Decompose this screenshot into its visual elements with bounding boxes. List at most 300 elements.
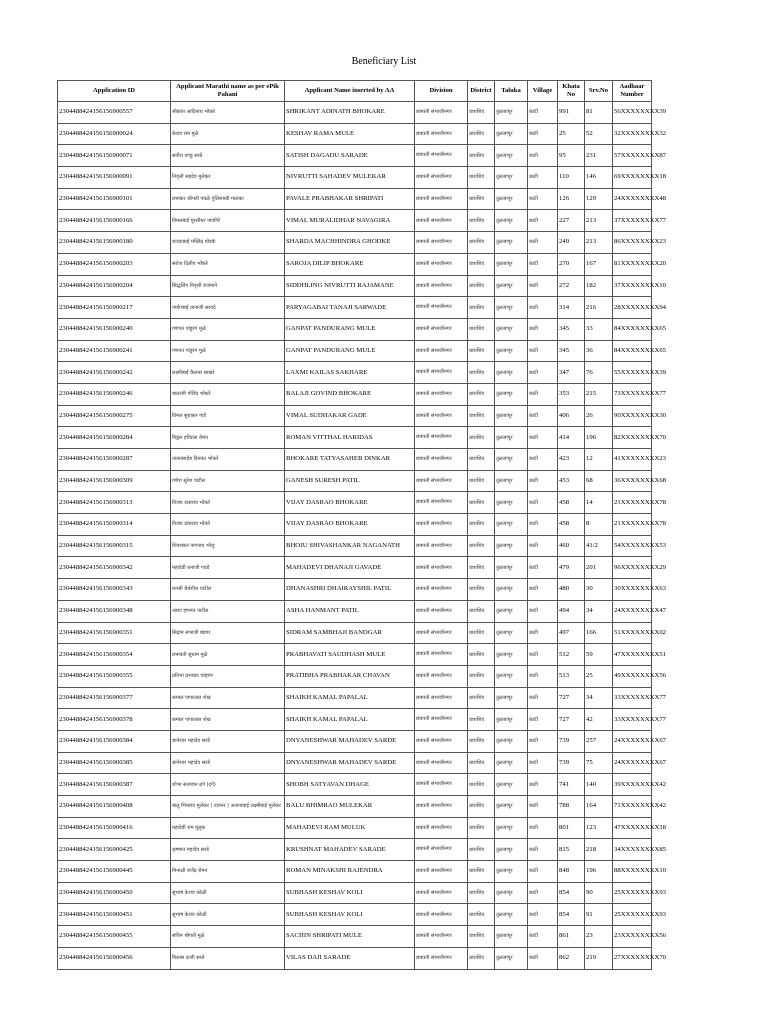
column-header-applicant-name: Applicant Name inserted by AA: [285, 81, 415, 102]
cell-aadhaar-number: 96XXXXXXXX29: [613, 557, 652, 579]
cell-division: छत्रपती संभाजीनगर: [415, 492, 468, 514]
cell-district: धाराशिव: [468, 427, 495, 449]
cell-srv-no: 26: [585, 405, 613, 427]
cell-taluka: तुळजापूर: [495, 709, 528, 731]
cell-district: धाराशिव: [468, 123, 495, 145]
cell-application-id: 2304488424156156900445: [58, 861, 171, 883]
cell-khata-no: 861: [558, 926, 585, 948]
cell-srv-no: 59: [585, 644, 613, 666]
table-row: [58, 687, 652, 709]
cell-applicant-name: LAXMI KAILAS SAKHARE: [285, 362, 415, 384]
cell-applicant-name: SAROJA DILIP BHOKARE: [285, 253, 415, 275]
cell-aadhaar-number: 25XXXXXXXX93: [613, 882, 652, 904]
table-row: [58, 188, 652, 210]
cell-taluka: तुळजापूर: [495, 275, 528, 297]
cell-srv-no: 215: [585, 383, 613, 405]
cell-village: काटी: [528, 318, 558, 340]
cell-applicant-name: GANPAT PANDURANG MULE: [285, 340, 415, 362]
cell-aadhaar-number: 32XXXXXXXX32: [613, 123, 652, 145]
cell-village: काटी: [528, 427, 558, 449]
cell-srv-no: 36: [585, 340, 613, 362]
cell-khata-no: 494: [558, 600, 585, 622]
cell-marathi-name: पर्यागबाई तानाजी सरवदे: [171, 297, 285, 319]
cell-marathi-name: विजय दासराव भोकरे: [171, 492, 285, 514]
table-row: [58, 817, 652, 839]
table-row: [58, 709, 652, 731]
cell-district: धाराशिव: [468, 318, 495, 340]
cell-aadhaar-number: 21XXXXXXXX78: [613, 492, 652, 514]
cell-district: धाराशिव: [468, 535, 495, 557]
cell-aadhaar-number: 47XXXXXXXX51: [613, 644, 652, 666]
cell-marathi-name: ज्ञानेश्वर महादेव सरडे: [171, 752, 285, 774]
cell-srv-no: 30: [585, 579, 613, 601]
column-header-srv-no: Srv.No: [585, 81, 613, 102]
cell-marathi-name: विठ्ठल हरिदास रोमन: [171, 427, 285, 449]
cell-application-id: 2304488424156156900377: [58, 687, 171, 709]
cell-applicant-name: PRATIBHA PRABHAKAR CHAVAN: [285, 665, 415, 687]
column-header-marathi-name: Applicant Marathi name as per ePik Pahani: [171, 81, 285, 102]
cell-division: छत्रपती संभाजीनगर: [415, 730, 468, 752]
cell-aadhaar-number: 37XXXXXXXX77: [613, 210, 652, 232]
cell-marathi-name: ज्ञानेश्वर महादेव सरडे: [171, 730, 285, 752]
cell-district: धाराशिव: [468, 145, 495, 167]
cell-district: धाराशिव: [468, 383, 495, 405]
cell-srv-no: 12: [585, 449, 613, 471]
cell-division: छत्रपती संभाजीनगर: [415, 427, 468, 449]
cell-village: काटी: [528, 600, 558, 622]
table-row: [58, 275, 652, 297]
cell-district: धाराशिव: [468, 796, 495, 818]
cell-division: छत्रपती संभाजीनगर: [415, 188, 468, 210]
cell-srv-no: 182: [585, 275, 613, 297]
cell-application-id: 2304488424156156900241: [58, 340, 171, 362]
cell-marathi-name: कृष्णात महादेव सरडे: [171, 839, 285, 861]
cell-marathi-name: प्रभाकर श्रीपती पवळे गुलिस्ताबी मालका: [171, 188, 285, 210]
cell-application-id: 2304488424156156900343: [58, 579, 171, 601]
document-title: Beneficiary List: [351, 56, 417, 67]
cell-applicant-name: NIVRUTTI SAHADEV MULEKAR: [285, 167, 415, 189]
cell-srv-no: 52: [585, 123, 613, 145]
cell-village: काटी: [528, 557, 558, 579]
cell-aadhaar-number: 36XXXXXXXX68: [613, 470, 652, 492]
cell-taluka: तुळजापूर: [495, 492, 528, 514]
cell-taluka: तुळजापूर: [495, 882, 528, 904]
table-row: [58, 752, 652, 774]
cell-srv-no: 34: [585, 600, 613, 622]
cell-srv-no: 213: [585, 210, 613, 232]
cell-aadhaar-number: 41XXXXXXXX23: [613, 449, 652, 471]
cell-taluka: तुळजापूर: [495, 557, 528, 579]
cell-application-id: 2304488424156156900451: [58, 904, 171, 926]
cell-khata-no: 126: [558, 188, 585, 210]
cell-marathi-name: बालु भिमराव मुलेकर ( दावनर ) अजनाबाई लक्ष्मीबाई मुलेकर: [171, 796, 285, 818]
column-header-application-id: Application ID: [58, 81, 171, 102]
cell-division: छत्रपती संभाजीनगर: [415, 123, 468, 145]
cell-village: काटी: [528, 882, 558, 904]
cell-marathi-name: गणपत पांडुरंग मुळे: [171, 340, 285, 362]
cell-division: छत्रपती संभाजीनगर: [415, 861, 468, 883]
cell-village: काटी: [528, 926, 558, 948]
cell-marathi-name: श्रीकांत आदिनाथ भोकरे: [171, 102, 285, 124]
cell-applicant-name: PAVALE PRABHAKAR SHRIPATI: [285, 188, 415, 210]
cell-village: काटी: [528, 188, 558, 210]
cell-srv-no: 146: [585, 167, 613, 189]
table-row: [58, 340, 652, 362]
cell-marathi-name: केशव राम मुळे: [171, 123, 285, 145]
cell-application-id: 2304488424156156900425: [58, 839, 171, 861]
cell-village: काटी: [528, 102, 558, 124]
cell-taluka: तुळजापूर: [495, 405, 528, 427]
cell-applicant-name: DHANASHRI DHAIRAYSHIL PATIL: [285, 579, 415, 601]
cell-district: धाराशिव: [468, 926, 495, 948]
cell-khata-no: 854: [558, 882, 585, 904]
cell-district: धाराशिव: [468, 774, 495, 796]
cell-taluka: तुळजापूर: [495, 167, 528, 189]
cell-application-id: 2304488424156156900355: [58, 665, 171, 687]
cell-division: छत्रपती संभाजीनगर: [415, 275, 468, 297]
cell-division: छत्रपती संभाजीनगर: [415, 579, 468, 601]
cell-taluka: तुळजापूर: [495, 579, 528, 601]
cell-village: काटी: [528, 340, 558, 362]
cell-aadhaar-number: 71XXXXXXXX42: [613, 796, 652, 818]
cell-srv-no: 33: [585, 318, 613, 340]
table-row: [58, 861, 652, 883]
cell-marathi-name: सुभाष केशव कोळी: [171, 904, 285, 926]
cell-marathi-name: शारदाबाई मच्छिंद्र घोडके: [171, 232, 285, 254]
table-row: [58, 926, 652, 948]
cell-srv-no: 219: [585, 947, 613, 969]
cell-village: काटी: [528, 232, 558, 254]
table-row: [58, 774, 652, 796]
cell-aadhaar-number: 55XXXXXXXX39: [613, 362, 652, 384]
cell-aadhaar-number: 84XXXXXXXX65: [613, 318, 652, 340]
cell-division: छत्रपती संभाजीनगर: [415, 210, 468, 232]
table-row: [58, 600, 652, 622]
cell-village: काटी: [528, 774, 558, 796]
cell-division: छत्रपती संभाजीनगर: [415, 362, 468, 384]
table-row: [58, 210, 652, 232]
table-row: [58, 470, 652, 492]
cell-marathi-name: सुभाष केशव कोळी: [171, 882, 285, 904]
cell-application-id: 2304488424156156900204: [58, 275, 171, 297]
cell-division: छत्रपती संभाजीनगर: [415, 383, 468, 405]
cell-village: काटी: [528, 167, 558, 189]
cell-district: धाराशिव: [468, 839, 495, 861]
cell-srv-no: 34: [585, 687, 613, 709]
cell-marathi-name: सिद्धलिंग निवृत्ती राजमाने: [171, 275, 285, 297]
cell-applicant-name: SUBHASH KESHAV KOLI: [285, 904, 415, 926]
cell-district: धाराशिव: [468, 102, 495, 124]
cell-applicant-name: BHOJU SHIVASHANKAR NAGANATH: [285, 535, 415, 557]
cell-khata-no: 345: [558, 340, 585, 362]
cell-marathi-name: महादेवी धनाजी गवडे: [171, 557, 285, 579]
cell-marathi-name: सचिन श्रीपती मुळे: [171, 926, 285, 948]
cell-taluka: तुळजापूर: [495, 383, 528, 405]
cell-village: काटी: [528, 514, 558, 536]
cell-village: काटी: [528, 796, 558, 818]
cell-taluka: तुळजापूर: [495, 470, 528, 492]
cell-aadhaar-number: 81XXXXXXXX20: [613, 253, 652, 275]
cell-taluka: तुळजापूर: [495, 796, 528, 818]
cell-khata-no: 110: [558, 167, 585, 189]
cell-district: धाराशिव: [468, 904, 495, 926]
cell-division: छत्रपती संभाजीनगर: [415, 600, 468, 622]
cell-khata-no: 801: [558, 817, 585, 839]
cell-application-id: 2304488424156156900348: [58, 600, 171, 622]
cell-applicant-name: ASHA HANMANT PATIL: [285, 600, 415, 622]
cell-village: काटी: [528, 947, 558, 969]
cell-division: छत्रपती संभाजीनगर: [415, 644, 468, 666]
cell-applicant-name: VIMAL MURALIDHAR NAVAGIRA: [285, 210, 415, 232]
cell-division: छत्रपती संभाजीनगर: [415, 405, 468, 427]
cell-division: छत्रपती संभाजीनगर: [415, 882, 468, 904]
cell-division: छत्रपती संभाजीनगर: [415, 318, 468, 340]
cell-khata-no: 25: [558, 123, 585, 145]
cell-village: काटी: [528, 730, 558, 752]
cell-district: धाराशिव: [468, 449, 495, 471]
cell-application-id: 2304488424156156900240: [58, 318, 171, 340]
cell-khata-no: 512: [558, 644, 585, 666]
cell-aadhaar-number: 90XXXXXXXX30: [613, 405, 652, 427]
cell-village: काटी: [528, 123, 558, 145]
cell-khata-no: 991: [558, 102, 585, 124]
column-header-aadhaar-number: Aadhaar Number: [613, 81, 652, 102]
cell-applicant-name: GANESH SURESH PATIL: [285, 470, 415, 492]
cell-khata-no: 739: [558, 752, 585, 774]
cell-district: धाराशिव: [468, 297, 495, 319]
cell-aadhaar-number: 28XXXXXXXX94: [613, 297, 652, 319]
cell-applicant-name: DNYANESHWAR MAHADEV SARDE: [285, 730, 415, 752]
cell-district: धाराशिव: [468, 817, 495, 839]
column-header-district: District: [468, 81, 495, 102]
cell-khata-no: 788: [558, 796, 585, 818]
cell-khata-no: 353: [558, 383, 585, 405]
cell-division: छत्रपती संभाजीनगर: [415, 340, 468, 362]
cell-applicant-name: MAHADEVI RAM MULUK: [285, 817, 415, 839]
cell-district: धाराशिव: [468, 405, 495, 427]
cell-division: छत्रपती संभाजीनगर: [415, 709, 468, 731]
cell-marathi-name: कमाल पापालाल शेख: [171, 709, 285, 731]
cell-taluka: तुळजापूर: [495, 730, 528, 752]
cell-srv-no: 75: [585, 752, 613, 774]
column-header-taluka: Taluka: [495, 81, 528, 102]
cell-khata-no: 741: [558, 774, 585, 796]
cell-application-id: 2304488424156156900408: [58, 796, 171, 818]
cell-khata-no: 458: [558, 492, 585, 514]
cell-division: छत्रपती संभाजीनगर: [415, 145, 468, 167]
cell-khata-no: 345: [558, 318, 585, 340]
cell-khata-no: 249: [558, 232, 585, 254]
cell-khata-no: 497: [558, 622, 585, 644]
cell-taluka: तुळजापूर: [495, 622, 528, 644]
cell-srv-no: 166: [585, 622, 613, 644]
cell-village: काटी: [528, 904, 558, 926]
cell-khata-no: 727: [558, 709, 585, 731]
cell-district: धाराशिव: [468, 188, 495, 210]
cell-marathi-name: शोभा सत्यवान ढगे (दगे): [171, 774, 285, 796]
cell-srv-no: 216: [585, 297, 613, 319]
cell-village: काटी: [528, 362, 558, 384]
cell-aadhaar-number: 24XXXXXXXX67: [613, 730, 652, 752]
cell-khata-no: 479: [558, 557, 585, 579]
cell-applicant-name: SIDRAM SAMBHAJI BANDGAR: [285, 622, 415, 644]
cell-srv-no: 123: [585, 817, 613, 839]
cell-taluka: तुळजापूर: [495, 774, 528, 796]
cell-division: छत्रपती संभाजीनगर: [415, 687, 468, 709]
cell-taluka: तुळजापूर: [495, 861, 528, 883]
cell-taluka: तुळजापूर: [495, 817, 528, 839]
cell-khata-no: 513: [558, 665, 585, 687]
cell-application-id: 2304488424156156900180: [58, 232, 171, 254]
cell-applicant-name: SHAIKH KAMAL PAPALAL: [285, 687, 415, 709]
cell-marathi-name: मिनाक्षी राजेंद्र रोमन: [171, 861, 285, 883]
cell-application-id: 2304488424156156900284: [58, 427, 171, 449]
cell-division: छत्रपती संभाजीनगर: [415, 904, 468, 926]
cell-marathi-name: बालाजी गोविंद भोकरे: [171, 383, 285, 405]
cell-aadhaar-number: 33XXXXXXXX77: [613, 709, 652, 731]
cell-applicant-name: SIDDHLING NIVRUTTI RAJAMANE: [285, 275, 415, 297]
cell-village: काटी: [528, 839, 558, 861]
cell-applicant-name: PRABHAVATI SAUDHASH MULE: [285, 644, 415, 666]
table-row: [58, 297, 652, 319]
cell-division: छत्रपती संभाजीनगर: [415, 449, 468, 471]
cell-khata-no: 453: [558, 470, 585, 492]
cell-applicant-name: SATISH DAGADU SARADE: [285, 145, 415, 167]
cell-aadhaar-number: 88XXXXXXXX10: [613, 861, 652, 883]
cell-application-id: 2304488424156156900354: [58, 644, 171, 666]
cell-aadhaar-number: 86XXXXXXXX23: [613, 232, 652, 254]
cell-district: धाराशिव: [468, 232, 495, 254]
cell-marathi-name: निवृत्ती सहदेव मुलेकर: [171, 167, 285, 189]
cell-district: धाराशिव: [468, 644, 495, 666]
cell-village: काटी: [528, 492, 558, 514]
cell-district: धाराशिव: [468, 275, 495, 297]
cell-village: काटी: [528, 470, 558, 492]
table-row: [58, 644, 652, 666]
table-row: [58, 383, 652, 405]
cell-applicant-name: BHOKARE TATYASAHEB DINKAR: [285, 449, 415, 471]
cell-division: छत्रपती संभाजीनगर: [415, 535, 468, 557]
cell-application-id: 2304488424156156900385: [58, 752, 171, 774]
cell-application-id: 2304488424156156900313: [58, 492, 171, 514]
cell-marathi-name: आशा हणमंत पाटील: [171, 600, 285, 622]
cell-khata-no: 727: [558, 687, 585, 709]
cell-division: छत्रपती संभाजीनगर: [415, 232, 468, 254]
cell-applicant-name: ROMAN VITTHAL HARIDAS: [285, 427, 415, 449]
cell-srv-no: 23: [585, 926, 613, 948]
cell-district: धाराशिव: [468, 947, 495, 969]
cell-application-id: 2304488424156156900091: [58, 167, 171, 189]
cell-marathi-name: गणेश सुरेश पाटील: [171, 470, 285, 492]
cell-applicant-name: ROMAN MINAKSHI RAJENDRA: [285, 861, 415, 883]
cell-applicant-name: SHOBH SATYAVAN DHAGE: [285, 774, 415, 796]
cell-application-id: 2304488424156156900309: [58, 470, 171, 492]
cell-application-id: 2304488424156156900416: [58, 817, 171, 839]
cell-marathi-name: विमल सुधाकर गाडे: [171, 405, 285, 427]
cell-division: छत्रपती संभाजीनगर: [415, 297, 468, 319]
cell-application-id: 2304488424156156900315: [58, 535, 171, 557]
cell-khata-no: 347: [558, 362, 585, 384]
cell-aadhaar-number: 24XXXXXXXX48: [613, 188, 652, 210]
cell-district: धाराशिव: [468, 167, 495, 189]
cell-taluka: तुळजापूर: [495, 253, 528, 275]
column-header-division: Division: [415, 81, 468, 102]
table-row: [58, 492, 652, 514]
cell-taluka: तुळजापूर: [495, 297, 528, 319]
table-row: [58, 427, 652, 449]
cell-aadhaar-number: 24XXXXXXXX47: [613, 600, 652, 622]
cell-marathi-name: शिवशंकर नागनाथ भोजु: [171, 535, 285, 557]
cell-marathi-name: सरोज दिलीप भोकरे: [171, 253, 285, 275]
cell-applicant-name: VIMAL SUDHAKAR GADE: [285, 405, 415, 427]
cell-applicant-name: KESHAV RAMA MULE: [285, 123, 415, 145]
cell-srv-no: 231: [585, 145, 613, 167]
cell-division: छत्रपती संभाजीनगर: [415, 514, 468, 536]
cell-khata-no: 406: [558, 405, 585, 427]
cell-aadhaar-number: 24XXXXXXXX67: [613, 752, 652, 774]
cell-village: काटी: [528, 145, 558, 167]
cell-srv-no: 42: [585, 709, 613, 731]
cell-district: धाराशिव: [468, 210, 495, 232]
cell-taluka: तुळजापूर: [495, 904, 528, 926]
table-row: [58, 232, 652, 254]
cell-application-id: 2304488424156156900387: [58, 774, 171, 796]
cell-srv-no: 167: [585, 253, 613, 275]
cell-applicant-name: VIJAY DASRAO BHOKARE: [285, 514, 415, 536]
cell-application-id: 2304488424156156900246: [58, 383, 171, 405]
cell-application-id: 2304488424156156900351: [58, 622, 171, 644]
column-header-village: Village: [528, 81, 558, 102]
cell-aadhaar-number: 54XXXXXXXX53: [613, 535, 652, 557]
table-row: [58, 253, 652, 275]
cell-village: काटी: [528, 644, 558, 666]
cell-district: धाराशिव: [468, 730, 495, 752]
cell-village: काटी: [528, 752, 558, 774]
cell-village: काटी: [528, 405, 558, 427]
table-row: [58, 167, 652, 189]
cell-division: छत्रपती संभाजीनगर: [415, 665, 468, 687]
cell-village: काटी: [528, 383, 558, 405]
cell-taluka: तुळजापूर: [495, 926, 528, 948]
cell-district: धाराशिव: [468, 622, 495, 644]
cell-khata-no: 95: [558, 145, 585, 167]
cell-division: छत्रपती संभाजीनगर: [415, 470, 468, 492]
cell-district: धाराशिव: [468, 665, 495, 687]
table-row: [58, 362, 652, 384]
cell-aadhaar-number: 30XXXXXXXX63: [613, 579, 652, 601]
cell-application-id: 2304488424156156900203: [58, 253, 171, 275]
cell-marathi-name: गणपत पांडुरंग मुळे: [171, 318, 285, 340]
cell-applicant-name: SHRIKANT ADINATH BHOKARE: [285, 102, 415, 124]
cell-district: धाराशिव: [468, 752, 495, 774]
cell-aadhaar-number: 21XXXXXXXX78: [613, 514, 652, 536]
table-row: [58, 579, 652, 601]
cell-application-id: 2304488424156156900314: [58, 514, 171, 536]
cell-village: काटी: [528, 449, 558, 471]
cell-khata-no: 815: [558, 839, 585, 861]
cell-srv-no: 218: [585, 839, 613, 861]
cell-division: छत्रपती संभाजीनगर: [415, 839, 468, 861]
cell-srv-no: 8: [585, 514, 613, 536]
cell-aadhaar-number: 82XXXXXXXX70: [613, 427, 652, 449]
cell-taluka: तुळजापूर: [495, 947, 528, 969]
cell-applicant-name: SACHIN SHRIPATI MULE: [285, 926, 415, 948]
cell-marathi-name: धनश्री धैर्यशील पाटील: [171, 579, 285, 601]
cell-division: छत्रपती संभाजीनगर: [415, 253, 468, 275]
cell-district: धाराशिव: [468, 882, 495, 904]
cell-division: छत्रपती संभाजीनगर: [415, 557, 468, 579]
table-row: [58, 665, 652, 687]
